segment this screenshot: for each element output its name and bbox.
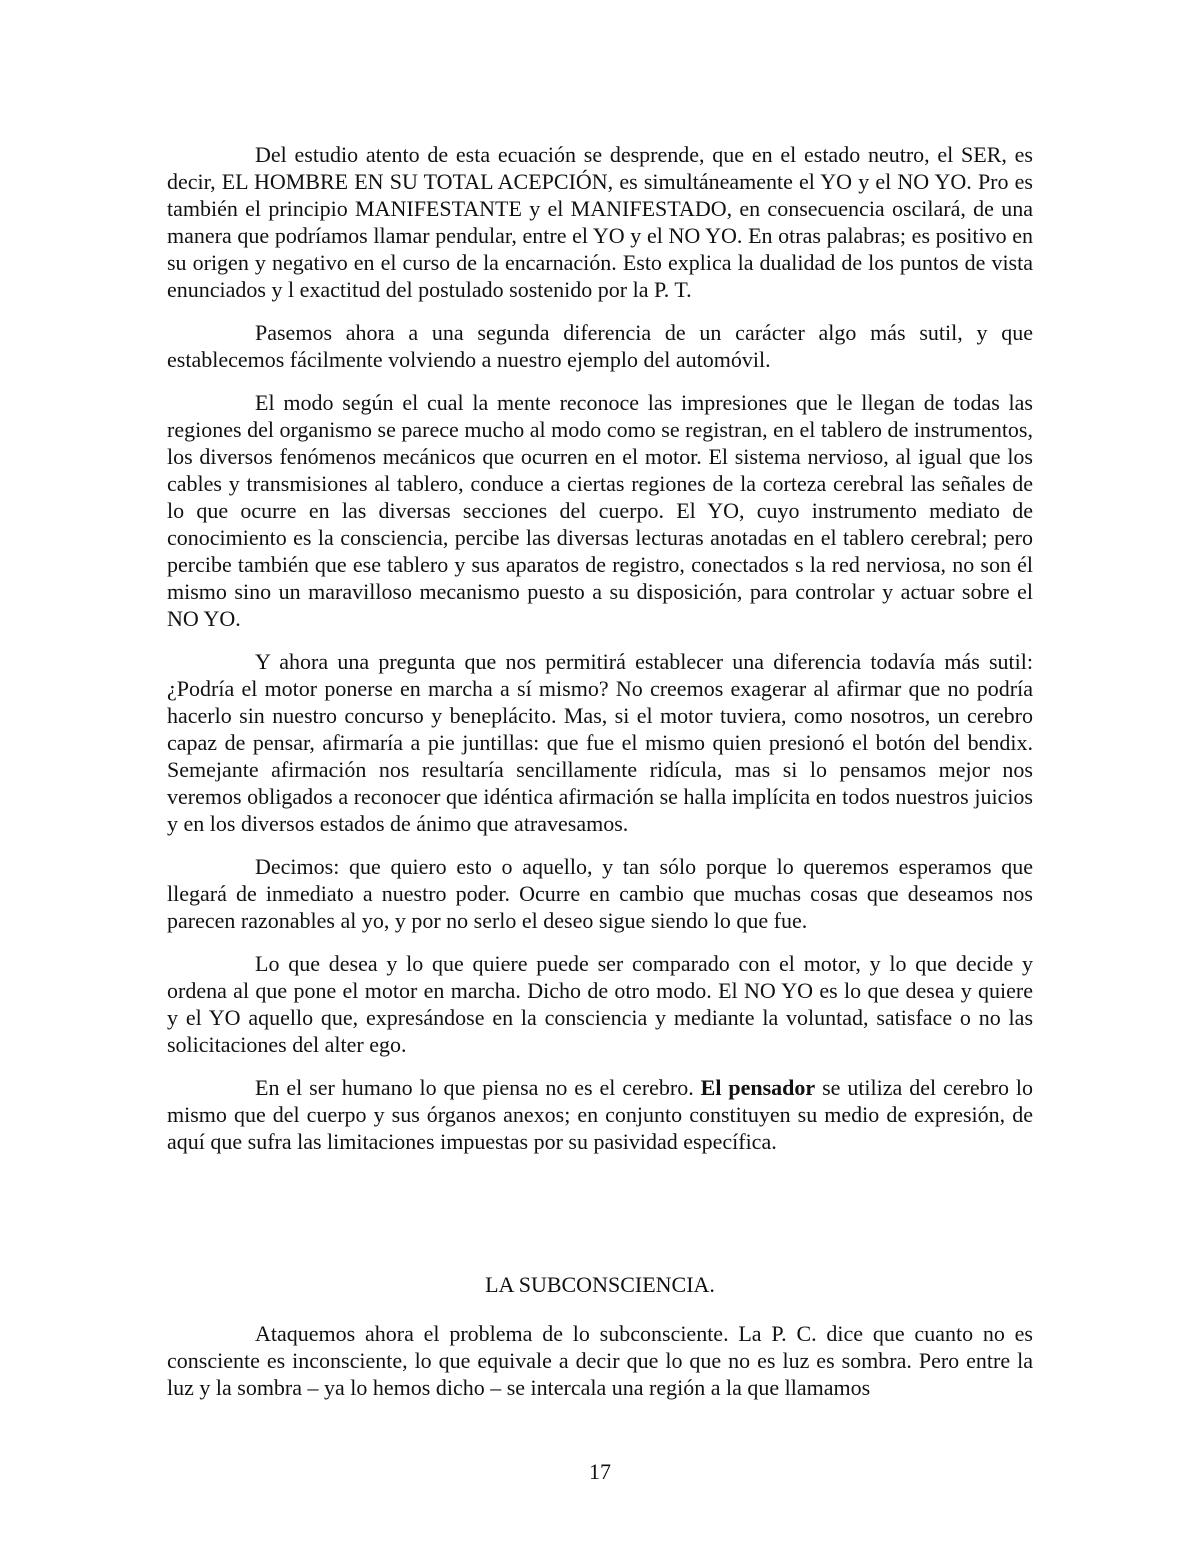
page-number: 17: [589, 1459, 611, 1484]
paragraph-2: Pasemos ahora a una segunda diferencia de un carácter algo más sutil, y que establecemos fácilmente volviendo a nuestro ejemplo del automóvil.: [167, 320, 1033, 372]
paragraph-4: Y ahora una pregunta que nos permitirá establecer una diferencia todavía más sutil: ¿Podría el motor ponerse en marcha a sí mismo? No creemos exagerar al afirmar que no podría hacerlo sin nuestro concurso y beneplácito. Mas, si el motor tuviera, como nosotros, un cerebro capaz de pensar, afirmaría a pie juntillas: que fue el mismo quien presionó el botón del bendix. Semejante afirmación nos resultaría sencillamente ridícula, mas si lo pensamos mejor nos veremos obligados a reconocer que idéntica afirmación se halla implícita en todos nuestros juicios y en los diversos estados de ánimo que atravesamos.: [167, 649, 1033, 836]
paragraph-7-end: se utiliza del cerebro lo mismo que del cuerpo y sus órganos anexos; en conjunto constituyen su medio de expresión, de aquí que sufra las limitaciones impuestas por su pasividad específica.: [167, 1075, 1033, 1154]
section-heading: LA SUBCONSCIENCIA.: [485, 1272, 715, 1297]
section-paragraph: Ataquemos ahora el problema de lo subconsciente. La P. C. dice que cuanto no es consciente es inconsciente, lo que equivale a decir que lo que no es luz es sombra. Pero entre la luz y la sombra – ya lo hemos dicho – se intercala una región a la que llamamos: [167, 1321, 1033, 1400]
paragraph-5: Decimos: que quiero esto o aquello, y tan sólo porque lo queremos esperamos que llegará de inmediato a nuestro poder. Ocurre en cambio que muchas cosas que deseamos nos parecen razonables al yo, y por no serlo el deseo sigue siendo lo que fue.: [167, 854, 1033, 933]
paragraph-7: [167, 1074, 1033, 1155]
page-body: [167, 141, 1033, 1171]
bold-term: El pensador: [700, 1075, 816, 1100]
section-body: [167, 1320, 1033, 1417]
paragraph-3: El modo según el cual la mente reconoce las impresiones que le llegan de todas las regiones del organismo se parece mucho al modo como se registran, en el tablero de instrumentos, los diversos fenómenos mecánicos que ocurren en el motor. El sistema nervioso, al igual que los cables y transmisiones al tablero, conduce a ciertas regiones de la corteza cerebral las señales de lo que ocurre en las diversas secciones del cuerpo. El YO, cuyo instrumento mediato de conocimiento es la consciencia, percibe las diversas lecturas anotadas en el tablero cerebral; pero percibe también que ese tablero y sus aparatos de registro, conectados s la red nerviosa, no son él mismo sino un maravilloso mecanismo puesto a su disposición, para controlar y actuar sobre el NO YO.: [167, 390, 1033, 631]
paragraph-6: Lo que desea y lo que quiere puede ser comparado con el motor, y lo que decide y ordena al que pone el motor en marcha. Dicho de otro modo. El NO YO es lo que desea y quiere y el YO aquello que, expresándose en la consciencia y mediante la voluntad, satisface o no las solicitaciones del alter ego.: [167, 951, 1033, 1057]
paragraph-1: Del estudio atento de esta ecuación se desprende, que en el estado neutro, el SER, es decir, EL HOMBRE EN SU TOTAL ACEPCIÓN, es simultáneamente el YO y el NO YO. Pro es también el principio MANIFESTANTE y el MANIFESTADO, en consecuencia oscilará, de una manera que podríamos llamar pendular, entre el YO y el NO YO. En otras palabras; es positivo en su origen y negativo en el curso de la encarnación. Esto explica la dualidad de los puntos de vista enunciados y l exactitud del postulado sostenido por la P. T.: [167, 142, 1033, 302]
paragraph-7-start: En el ser humano lo que piensa no es el cerebro.: [255, 1075, 701, 1100]
